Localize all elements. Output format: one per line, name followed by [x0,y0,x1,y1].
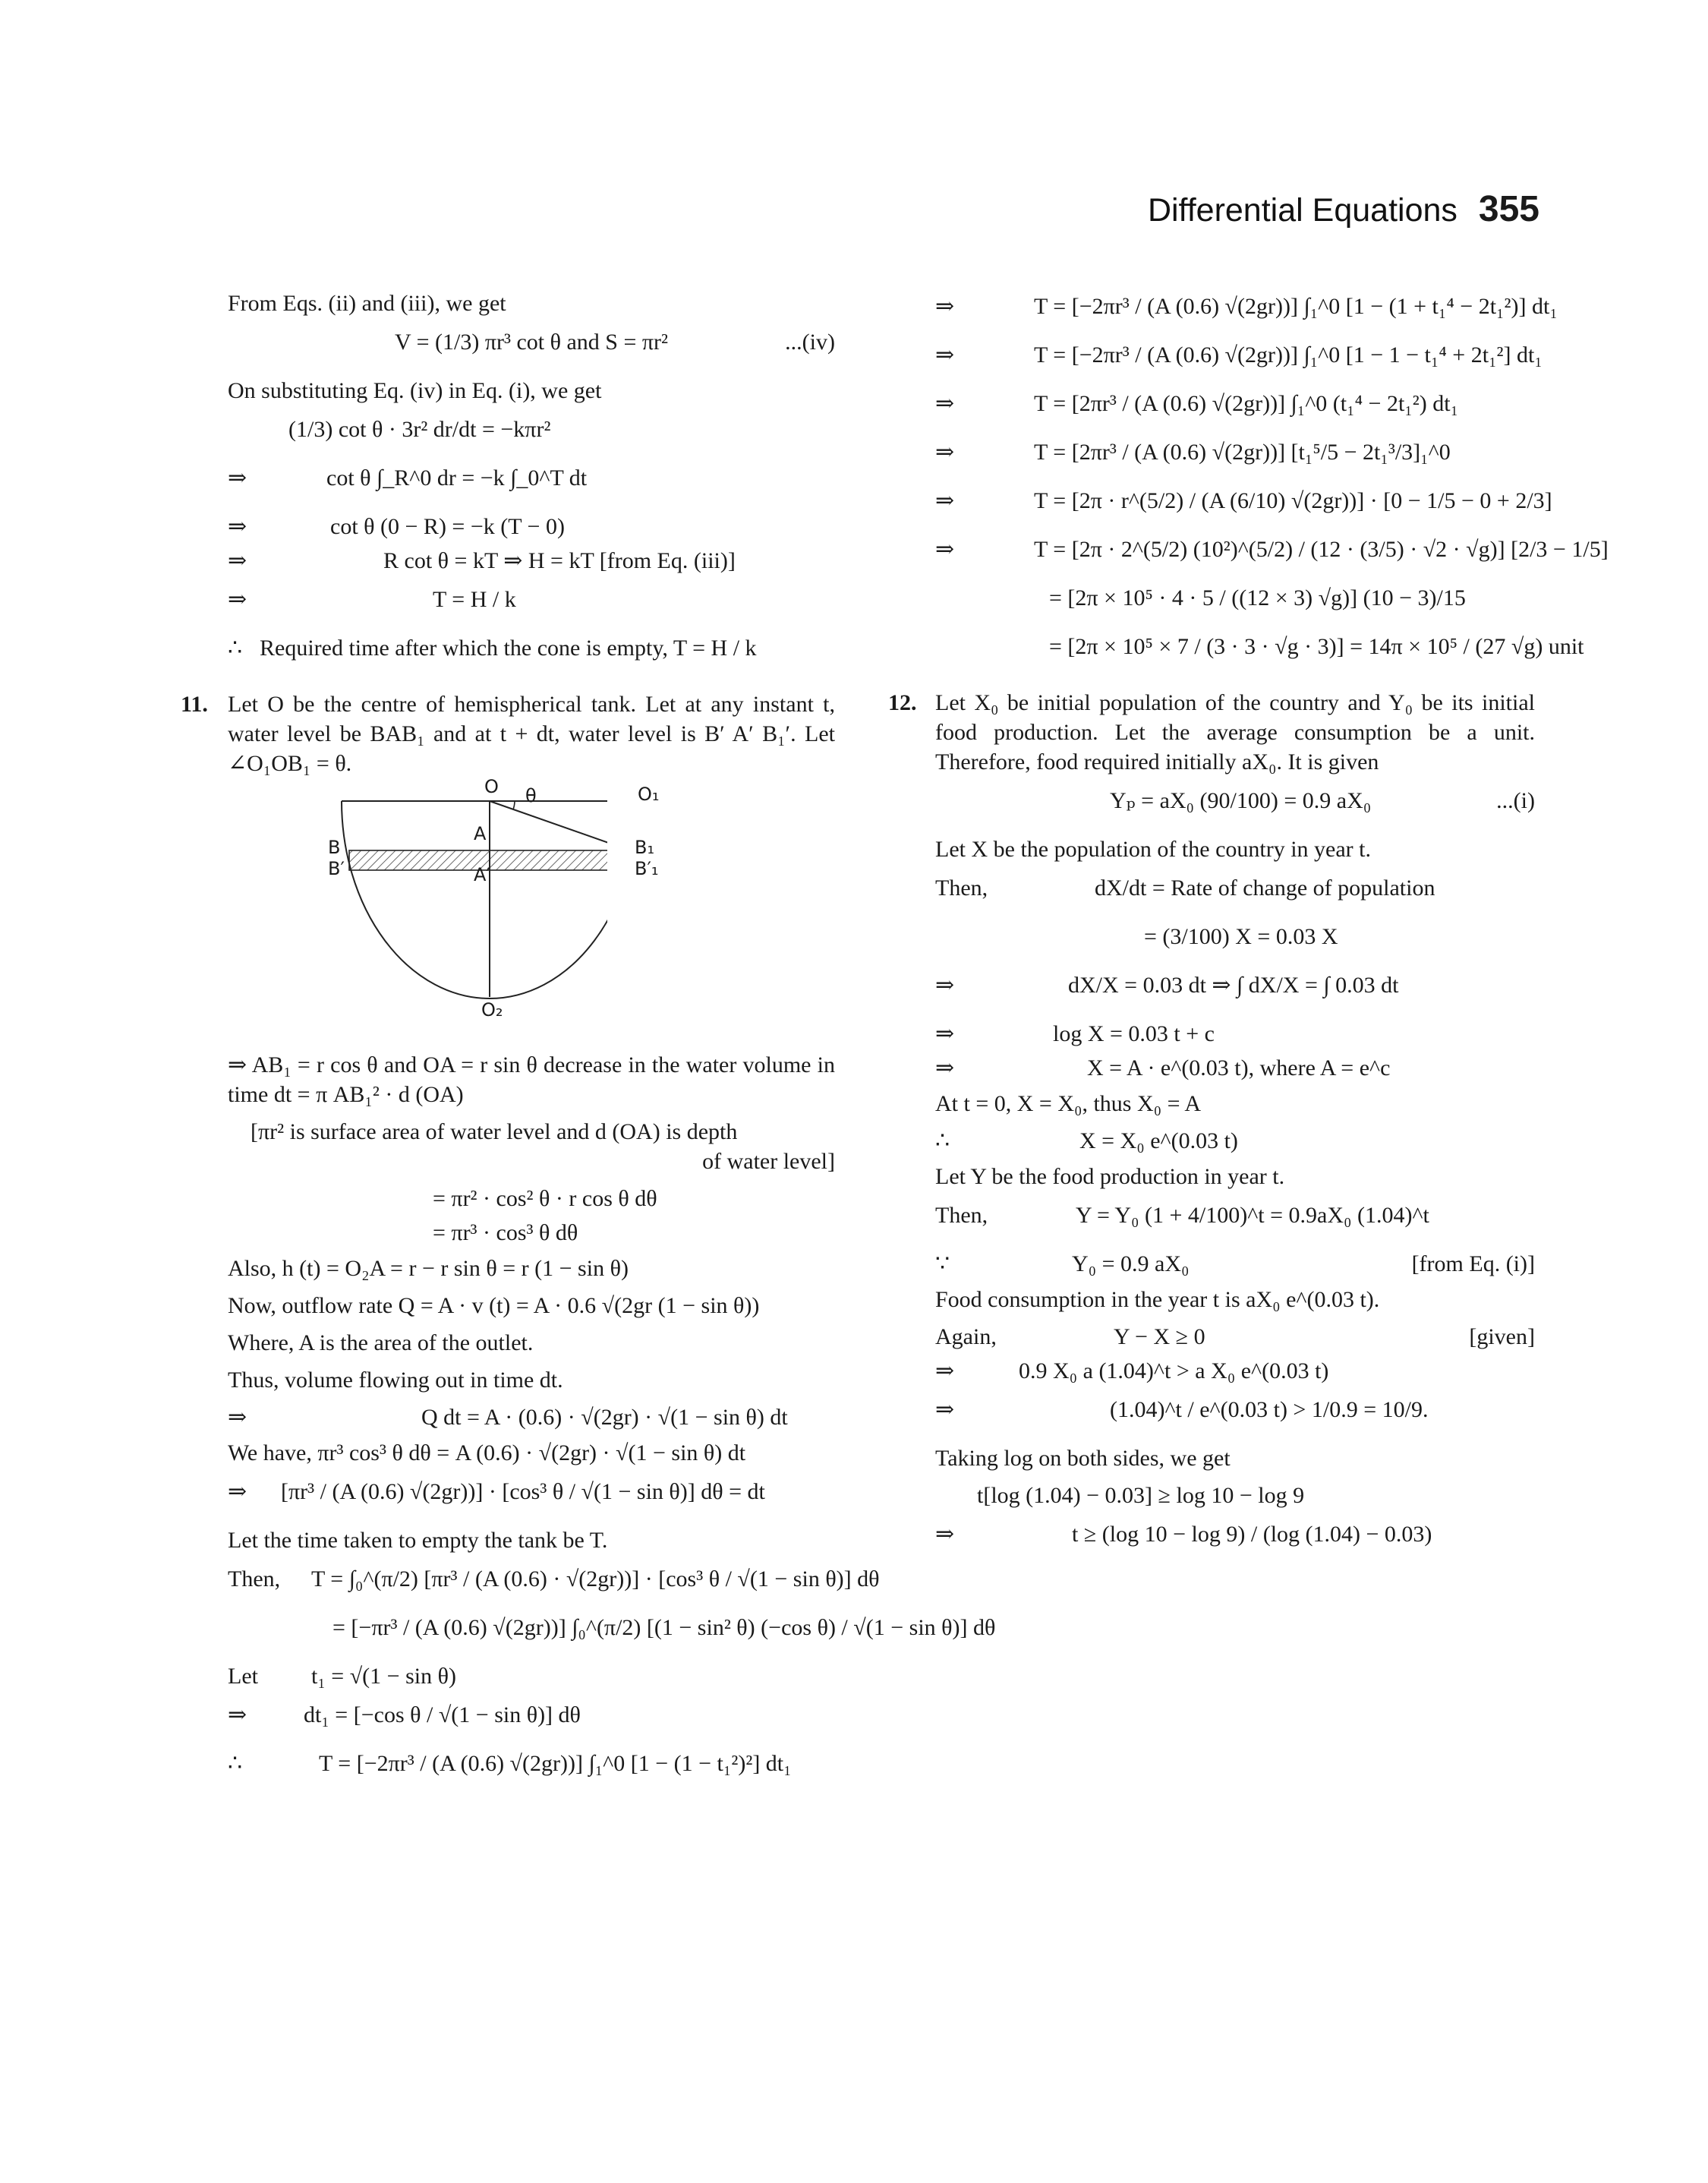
text-line: Now, outflow rate Q = A · v (t) = A · 0.6 √(2gr (1 − sin θ)) [228,1293,760,1318]
question-number: 12. [888,690,917,715]
angle-arc [513,801,515,809]
hemisphere-diagram [228,786,607,1036]
math-line: ∴ X = X₀ e^(0.03 t) [935,1128,1238,1153]
page-header [1148,188,1539,230]
label-A: A [474,823,487,844]
math-line: ⇒ dt₁ = [−cos θ / √(1 − sin θ)] dθ [228,1702,581,1727]
hemisphere-figure [228,776,835,1036]
math-line: ⇒ T = H / k [228,587,516,612]
math-line: ⇒ R cot θ = kT ⇒ H = kT [from Eq. (iii)] [228,548,736,573]
text-line: Food consumption in the year t is aX₀ e^(0.03 t). [935,1287,1380,1312]
label-B: B [328,837,341,858]
math-line: = (3/100) X = 0.03 X [1144,924,1338,949]
math-line: ⇒ Q dt = A · (0.6) · √(2gr) · √(1 − sin θ) dt [228,1405,788,1430]
left-column [181,282,996,1797]
equation-i: Yₚ = aX₀ (90/100) = 0.9 aX₀ ...(i) [935,786,1535,825]
math-line: ⇒ T = [−2πr³ / (A (0.6) √(2gr))] ∫₁^0 [1 − (1 + t₁⁴ − 2t₁²)] dt₁ [935,294,1558,319]
right-column [888,282,1609,1568]
radius-line [490,801,607,850]
math-line: (1/3) cot θ · 3r² dr/dt = −kπr² [288,417,551,442]
question-12 [888,688,1535,777]
equation-tag: ...(iv) [785,330,835,355]
math-line: ∵ Y₀ = 0.9 aX₀ [from Eq. (i)] [935,1251,1535,1276]
intro-text: From Eqs. (ii) and (iii), we get [228,291,506,316]
label-O2: O₂ [481,999,503,1021]
running-title: Differential Equations [1147,192,1457,229]
label-A-prime: A′ [474,864,490,885]
label-theta: θ [525,785,537,806]
math-line: ⇒ cot θ ∫_R^0 dr = −k ∫_0^T dt [228,465,588,491]
text-line: Let X be the population of the country in year t. [935,837,1371,862]
math-line: ⇒ log X = 0.03 t + c [935,1021,1215,1046]
math-line: Let t₁ = √(1 − sin θ) [228,1664,456,1689]
equation-tag: ...(i) [1496,788,1535,813]
text-line: Let Y be the food production in year t. [935,1164,1285,1189]
text-line: Taking log on both sides, we get [935,1446,1231,1471]
label-B1-prime: B′₁ [635,858,659,879]
math-line: = [2π × 10⁵ · 4 · 5 / ((12 × 3) √g)] (10 − 3)/15 [1049,585,1466,610]
label-O1: O₁ [638,784,660,805]
text-line: Thus, volume flowing out in time dt. [228,1368,563,1393]
page-number: 355 [1478,189,1539,229]
math-line: = [2π × 10⁵ × 7 / (3 · 3 · √g · 3)] = 14π × 10⁵ / (27 √g) unit [1049,634,1584,659]
math-line: Again, Y − X ≥ 0 [given] [935,1324,1535,1349]
text-line: At t = 0, X = X₀, thus X₀ = A [935,1091,1202,1116]
math-line: = πr³ · cos³ θ dθ [433,1220,578,1245]
math-line: = πr² · cos² θ · r cos θ dθ [433,1186,657,1211]
math-line: ⇒ t ≥ (log 10 − log 9) / (log (1.04) − 0.03) [935,1522,1432,1547]
math-line: ⇒ [πr³ / (A (0.6) √(2gr))] · [cos³ θ / √(1 − sin θ)] dθ = dt [228,1479,765,1504]
text-line: of water level] [702,1149,835,1174]
label-B-prime: B′ [328,858,345,879]
math-line: Then, dX/dt = Rate of change of population [935,875,1435,901]
text-line: ⇒ AB₁ = r cos θ and OA = r sin θ decrease in the water volume in time dt = π AB₁² · d (OA) [228,1052,835,1107]
label-O: O [484,776,499,797]
math-line: ⇒ dX/X = 0.03 dt ⇒ ∫ dX/X = ∫ 0.03 dt [935,973,1399,998]
text-line: Where, A is the area of the outlet. [228,1330,534,1355]
math-line: ⇒ T = [2πr³ / (A (0.6) √(2gr))] ∫₁^0 (t₁⁴ − 2t₁²) dt₁ [935,391,1459,416]
math-line: ⇒ 0.9 X₀ a (1.04)^t > a X₀ e^(0.03 t) [935,1358,1329,1383]
math-line: ⇒ T = [2πr³ / (A (0.6) √(2gr))] [t₁⁵/5 − 2t₁³/3]₁^0 [935,440,1451,465]
question-number: 11. [181,692,208,717]
math-line: ∴ T = [−2πr³ / (A (0.6) √(2gr))] ∫₁^0 [1 − (1 − t₁²)²] dt₁ [228,1751,792,1776]
conclusion-line: ∴ Required time after which the cone is empty, T = H / k [228,636,757,661]
substitution-text: On substituting Eq. (iv) in Eq. (i), we get [228,378,602,403]
math-line: t[log (1.04) − 0.03] ≥ log 10 − log 9 [977,1483,1305,1508]
math-line: Then, T = ∫₀^(π/2) [πr³ / (A (0.6) · √(2gr))] · [cos³ θ / √(1 − sin θ)] dθ [228,1566,880,1592]
question-11 [181,689,835,778]
math-line: ⇒ (1.04)^t / e^(0.03 t) > 1/0.9 = 10/9. [935,1397,1429,1422]
math-line: Then, Y = Y₀ (1 + 4/100)^t = 0.9aX₀ (1.04)^t [935,1203,1429,1228]
equation-iv: V = (1/3) πr³ cot θ and S = πr² ...(iv) [228,327,835,367]
text-line: Also, h (t) = O₂A = r − r sin θ = r (1 − sin θ) [228,1256,629,1281]
question-text: Let O be the centre of hemispherical tank. Let at any instant t, water level be BAB₁ and at t + dt, water level is B′ A′ B₁′. Let ∠O₁OB₁ = θ. [228,692,835,776]
math-line: ⇒ X = A · e^(0.03 t), where A = e^c [935,1055,1391,1080]
text-line: Let the time taken to empty the tank be T. [228,1528,608,1553]
label-B1: B₁ [635,837,655,858]
text-line: We have, πr³ cos³ θ dθ = A (0.6) · √(2gr) · √(1 − sin θ) dt [228,1440,746,1465]
text-line: [πr² is surface area of water level and d (OA) is depth [251,1119,738,1144]
math-line: ⇒ T = [2π · r^(5/2) / (A (6/10) √(2gr))] · [0 − 1/5 − 0 + 2/3] [935,488,1552,513]
math-line: ⇒ T = [−2πr³ / (A (0.6) √(2gr))] ∫₁^0 [1 − 1 − t₁⁴ + 2t₁²] dt₁ [935,342,1543,368]
math-line: ⇒ cot θ (0 − R) = −k (T − 0) [228,514,565,539]
math-line: = [−πr³ / (A (0.6) √(2gr))] ∫₀^(π/2) [(1 − sin² θ) (−cos θ) / √(1 − sin θ)] dθ [332,1615,996,1640]
math-line: ⇒ T = [2π · 2^(5/2) (10²)^(5/2) / (12 · (3/5) · √2 · √g)] [2/3 − 1/5] [935,537,1609,562]
question-text: Let X₀ be initial population of the country and Y₀ be its initial food production. Let the average consumption be a unit. Therefore, food required initially aX₀. It is given [935,690,1535,774]
